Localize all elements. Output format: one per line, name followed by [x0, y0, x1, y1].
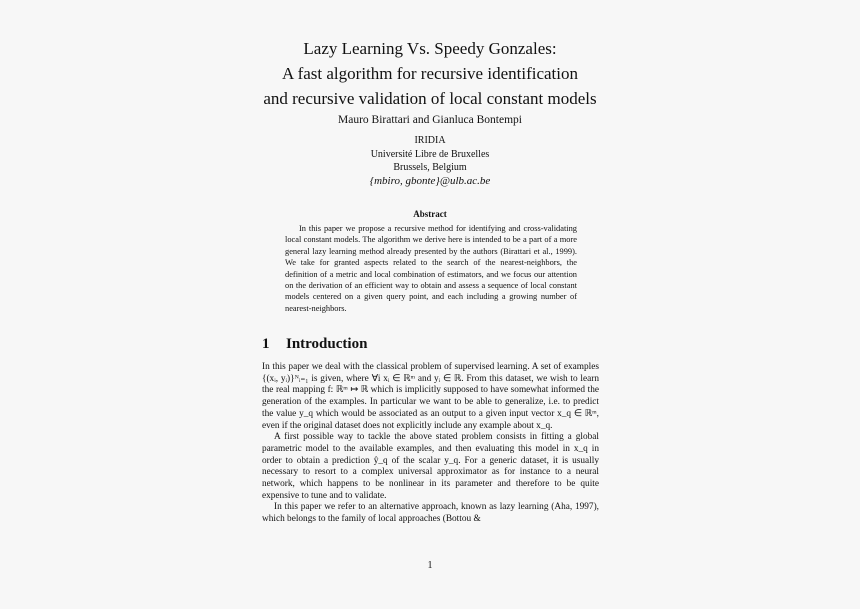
section-number: 1: [262, 336, 270, 352]
section-heading: [262, 336, 367, 353]
paragraph: In this paper we deal with the classical problem of supervised learning. A set of examples {(xᵢ, yᵢ)}ᴺᵢ₌₁ is given, where ∀i xᵢ ∈ ℝᵐ and yᵢ ∈ ℝ. From this dataset, we wish to learn the real mapping f: ℝᵐ ↦ ℝ which is implicitly supposed to have somewhat informed the generation of the examples. In particular we want to be able to generalize, i.e. to predict the value y_q which would be associated as an output to a given input vector x_q ∈ ℝᵐ, even if the original dataset does not explicitly include any example about x_q.: [262, 362, 599, 431]
paper-title: [230, 36, 630, 111]
page-number: 1: [427, 560, 433, 571]
paragraph: In this paper we refer to an alternative approach, known as lazy learning (Aha, 1997), which belongs to the family of local approaches (Bottou &: [262, 502, 599, 525]
abstract: [285, 223, 577, 314]
abstract-heading: Abstract: [413, 209, 447, 219]
title-line-1: Lazy Learning Vs. Speedy Gonzales:: [303, 39, 557, 58]
email: {mbiro, gbonte}@ulb.ac.be: [369, 174, 491, 187]
university: Université Libre de Bruxelles: [370, 148, 490, 160]
title-line-3: and recursive validation of local constant models: [263, 89, 597, 108]
city: Brussels, Belgium: [393, 162, 467, 173]
affiliation: [230, 134, 630, 188]
paragraph: A first possible way to tackle the above stated problem consists in fitting a global parametric model to the available examples, and then evaluating this model in x_q in order to obtain a prediction ŷ_q of the scalar y_q. For a generic dataset, it is usually necessary to resort to a complex universal approximator as for instance to a neural network, which happens to be nonlinear in its parameter and therefore to be quite expensive to tune and to validate.: [262, 432, 599, 501]
title-line-2: A fast algorithm for recursive identification: [282, 64, 578, 83]
section-title: Introduction: [286, 336, 368, 352]
institute: IRIDIA: [414, 135, 446, 146]
body-text: [262, 362, 599, 526]
authors: Mauro Birattari and Gianluca Bontempi: [338, 114, 522, 126]
abstract-text: In this paper we propose a recursive method for identifying and cross-validating local constant models. The algorithm we derive here is intended to be a part of a more general lazy learning method already presented by the authors (Birattari et al., 1999). We take for granted aspects related to the search of the nearest-neighbors, the definition of a metric and local combination of estimators, and we focus our attention on the derivation of an efficient way to obtain and assess a sequence of local constant models centered on a given query point, and each including a growing number of nearest-neighbors.: [285, 224, 577, 313]
